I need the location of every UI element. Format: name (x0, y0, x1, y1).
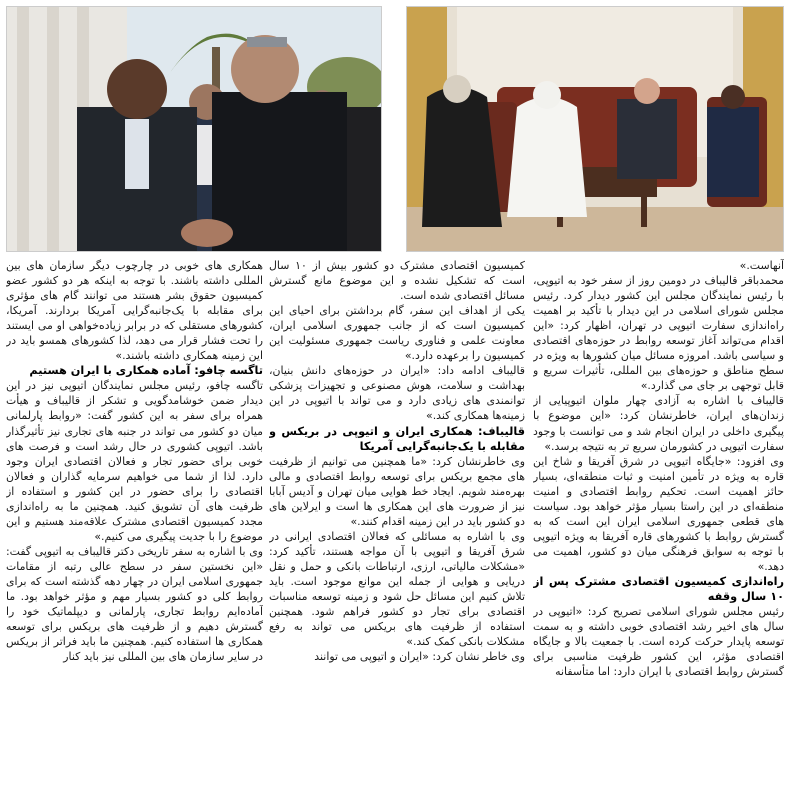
paragraph: محمدباقر قالیباف در دومین روز از سفر خود به اتیوپی، با رئیس نمایندگان مجلس این کشور دیدار کرد. رئیس مجلس شورای اسلامی در این دیدار با تأکید بر اهمیت راه‌اندازی سفارت اتیوپی در تهران، اظهار کرد: «این اقدام می‌تواند آغاز توسعه روابط در حوزه‌های اقتصادی و سیاسی باشد. امروزه مسائل میان کشورها به ویژه در سطح مناطق و حوزه‌های بین المللی، تأثیرات سریع و قابل توجهی بر جای می گذارد.» (533, 274, 784, 393)
paragraph: وی خاطرنشان کرد: «ما همچنین می توانیم از ظرفیت های مجمع بریکس برای توسعه روابط اقتصادی و مالی بهره‌مند شویم. ایجاد خط هوایی میان تهران و آدیس آبابا نیز از ضرورت های این همکاری ها است و ایرلاین های دو کشور باید در این زمینه اقدام کنند.» (269, 454, 525, 528)
article-column-right (533, 258, 784, 784)
paragraph: وی خاطر نشان کرد: «ایران و اتیوپی می توانند (314, 650, 525, 664)
paragraph: تاگسه چافو، رئیس مجلس نمایندگان اتیوپی نیز در این دیدار ضمن خوشامدگویی و تشکر از قالیباف و هیأت همراه برای سفر به این کشور گفت: «روابط پارلمانی میان دو کشور می تواند در جنبه های تجاری نیز تأثیرگذار باشد. اتیوپی کشوری در حال رشد است و فرصت های خوبی برای حضور تجار و فعالان اقتصادی ایران وجود دارد. لذا از شما می خواهیم سرمایه گذاران و فعالان اقتصادی را برای حضور در این کشور و استفاده از ظرفیت های آن تشویق کنید. همچنین ما به راه‌اندازی مجدد کمیسیون اقتصادی مشترک علاقه‌مند هستیم و این موضوع را با جدیت پیگیری می کنیم.» (6, 379, 263, 543)
section-heading: قالیباف: همکاری ایران و اتیوپی در بریکس و مقابله با یک‌جانبه‌گرایی آمریکا (269, 424, 525, 453)
meeting-photo (406, 6, 784, 252)
paragraph: وی با اشاره به مسائلی که فعالان اقتصادی ایرانی در شرق آفریقا و اتیوپی با آن مواجه هستند، تأکید کرد: «مشکلات مالیاتی، ارزی، ارتباطات بانکی و حمل و نقل دریایی و هوایی از جمله این موانع موجود است. باید تلاش کنیم این مسائل حل شود و زمینه توسعه مناسبات اقتصادی برای تجار دو کشور فراهم شود. همچنین استفاده از ظرفیت های بریکس می تواند به رفع مشکلات بانکی کمک کند.» (269, 529, 525, 649)
handshake-photo (6, 6, 382, 252)
paragraph: همکاری های خوبی در چارچوب دیگر سازمان های بین المللی داشته باشند. با توجه به اینکه هر دو کشور عضو کمیسیون حقوق بشر هستند می توانند گام های مؤثری برای مقابله با یک‌جانبه‌گرایی آمریکا بردارند. آمریکا، کشورهای مستقلی که در برابر زیاده‌خواهی او می ایستند را تحت فشار قرار می دهد، لذا کشورهای همسو باید در این زمینه همکاری داشته باشند.» (6, 259, 263, 363)
paragraph: یکی از اهداف این سفر، گام برداشتن برای احیای این کمیسیون است که از جانب جمهوری اسلامی ایران، معاونت علمی و فناوری ریاست جمهوری مسئولیت این کمیسیون را برعهده دارد.» (269, 304, 525, 363)
paragraph: کمیسیون اقتصادی مشترک دو کشور بیش از ۱۰ سال است که تشکیل نشده و این موضوع مانع گسترش مسائل اقتصادی شده است. (269, 259, 525, 303)
section-heading: راه‌اندازی کمیسیون اقتصادی مشترک پس از ۱۰ سال وقفه (533, 574, 784, 604)
article-column-middle (269, 258, 525, 784)
paragraph: قالیباف با اشاره به آزادی چهار ملوان اتیوپیایی از زندان‌های ایران، خاطرنشان کرد: «این موضوع با پیگیری داخلی در ایران انجام شد و می توانست با وجود سفارت اتیوپی در کشورمان سریع تر به نتیجه برسد.» (533, 394, 784, 453)
section-heading: تاگسه چافو: آماده همکاری با ایران هستیم (29, 364, 263, 378)
paragraph: وی افزود: «جایگاه اتیوپی در شرق آفریقا و شاخ این قاره به ویژه در تأمین امنیت و ثبات منطقه‌ای، بسیار حائز اهمیت است. تحکیم روابط اقتصادی و امنیت منطقه‌ای در این راستا بسیار مؤثر خواهد بود. سیاست های قطعی جمهوری اسلامی ایران این است که به گسترش روابط با کشورهای قاره آفریقا به ویژه اتیوپی با توجه به سوابق فرهنگی میان دو کشور، اهمیت می دهد.» (533, 454, 784, 573)
paragraph: رئیس مجلس شورای اسلامی تصریح کرد: «اتیوپی در سال های اخیر رشد اقتصادی خوبی داشته و به سمت توسعه پایدار حرکت کرده است. با جمعیت بالا و جایگاه اقتصادی مؤثر، این کشور ظرفیت مناسبی برای گسترش روابط اقتصادی با ایران دارد: اما متأسفانه (533, 605, 784, 679)
article-column-left (6, 258, 263, 784)
paragraph: آنهاست.» (739, 259, 784, 272)
paragraph: وی با اشاره به سفر تاریخی دکتر قالیباف به اتیوپی گفت: «این نخستین سفر در سطح عالی رتبه از مقامات جمهوری اسلامی ایران در چهار دهه گذشته است که برای روابط کلی دو کشور بسیار مهم و مؤثر خواهد بود. ما آماده‌ایم روابط تجاری، پارلمانی و دیپلماتیک خود را گسترش دهیم و از ظرفیت های بریکس برای توسعه همکاری ها استفاده کنیم. همچنین ما باید فراتر از بریکس در سایر سازمان های بین المللی نیز باید کنار (6, 544, 263, 664)
paragraph: قالیباف ادامه داد: «ایران در حوزه‌های دانش بنیان، بهداشت و سلامت، هوش مصنوعی و تجهیزات پزشکی توانمندی های زیادی دارد و می تواند با اتیوپی در این زمینه‌ها همکاری کند.» (269, 364, 525, 423)
